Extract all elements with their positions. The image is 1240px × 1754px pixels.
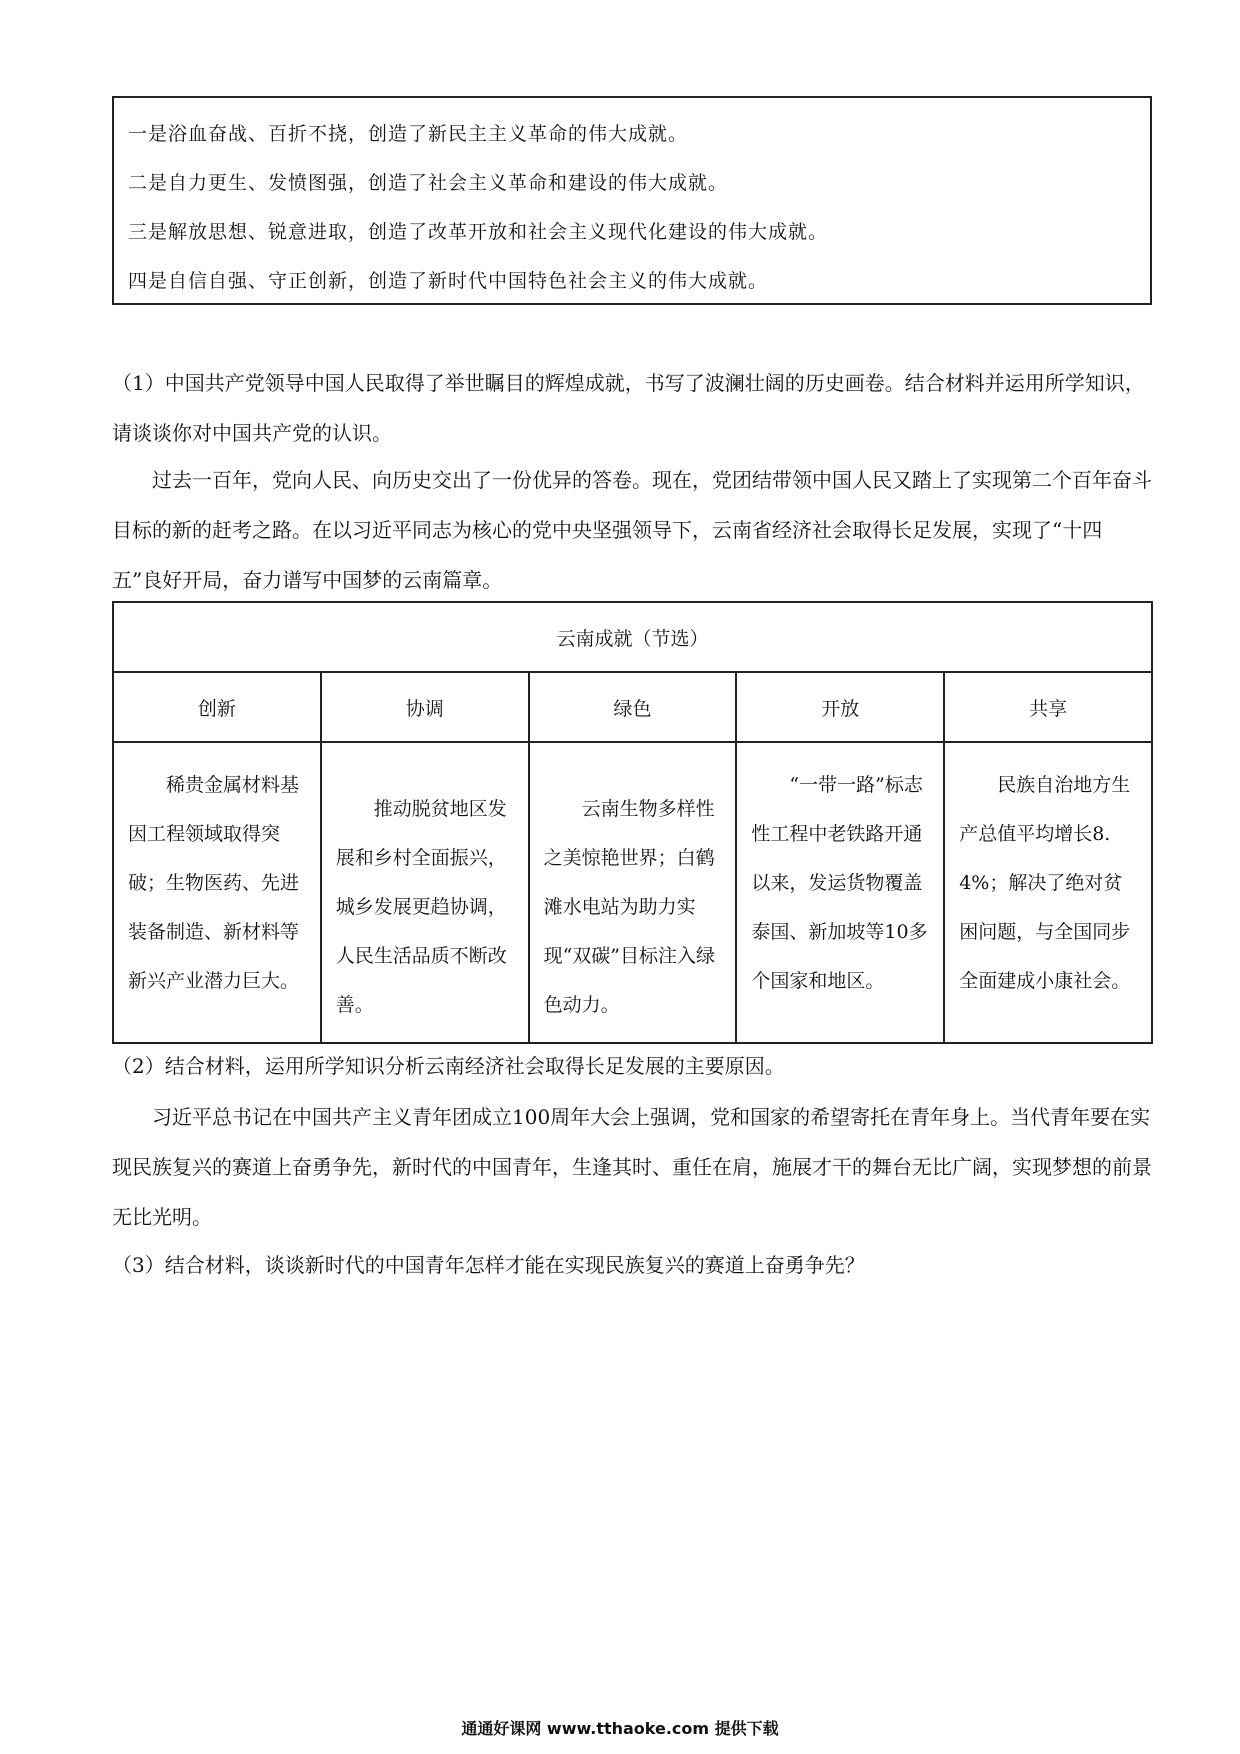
material-line: 三是解放思想、锐意进取，创造了改革开放和社会主义现代化建设的伟大成就。: [128, 221, 829, 243]
table-cell-sharing: [944, 742, 1152, 1043]
material-box: [112, 96, 1152, 305]
cell-text: 云南生物多样性之美惊艳世界；白鹤滩水电站为助力实现“双碳”目标注入绿色动力。: [543, 798, 716, 1016]
cell-text: 民族自治地方生产总值平均增长8.4%；解决了绝对贫困问题，与全国同步全面建成小康社会。: [959, 774, 1131, 992]
table-header-innovation: 创新: [113, 672, 321, 742]
table-cell-innovation: [113, 742, 321, 1043]
table-cell-coordination: [321, 742, 529, 1043]
page-footer: 通通好课网 www.tthaoke.com 提供下载: [461, 1719, 779, 1738]
question-2: （2）结合材料，运用所学知识分析云南经济社会取得长足发展的主要原因。: [112, 1054, 785, 1078]
achievement-table: [112, 601, 1153, 1044]
material-line: 二是自力更生、发愤图强，创造了社会主义革命和建设的伟大成就。: [128, 172, 729, 194]
question-1: （1）中国共产党领导中国人民取得了举世瞩目的辉煌成就，书写了波澜壮阔的历史画卷。结合材料并运用所学知识，请谈谈你对中国共产党的认识。: [112, 371, 1145, 445]
table-header-openness: 开放: [736, 672, 944, 742]
cell-text: “一带一路”标志性工程中老铁路开通以来，发运货物覆盖泰国、新加坡等10多个国家和地区。: [751, 774, 928, 992]
material-line: 四是自信自强、守正创新，创造了新时代中国特色社会主义的伟大成就。: [128, 270, 769, 292]
cell-text: 稀贵金属材料基因工程领域取得突破；生物医药、先进装备制造、新材料等新兴产业潜力巨大。: [128, 774, 300, 992]
material-3-paragraph: 习近平总书记在中国共产主义青年团成立100周年大会上强调，党和国家的希望寄托在青年身上。当代青年要在实现民族复兴的赛道上奋勇争先，新时代的中国青年，生逢其时、重任在肩，施展才干的舞台无比广阔，实现梦想的前景无比光明。: [112, 1105, 1152, 1229]
table-header-sharing: 共享: [944, 672, 1152, 742]
table-cell-green: [529, 742, 737, 1043]
cell-text: 推动脱贫地区发展和乡村全面振兴，城乡发展更趋协调，人民生活品质不断改善。: [335, 798, 507, 1016]
material-line: 一是浴血奋战、百折不挠，创造了新民主主义革命的伟大成就。: [128, 123, 689, 145]
table-title: 云南成就（节选）: [113, 602, 1152, 672]
table-header-coordination: 协调: [321, 672, 529, 742]
table-cell-openness: [736, 742, 944, 1043]
question-3: （3）结合材料，谈谈新时代的中国青年怎样才能在实现民族复兴的赛道上奋勇争先？: [112, 1253, 865, 1277]
material-2-paragraph: 过去一百年，党向人民、向历史交出了一份优异的答卷。现在，党团结带领中国人民又踏上了实现第二个百年奋斗目标的新的赶考之路。在以习近平同志为核心的党中央坚强领导下，云南省经济社会取得长足发展，实现了“十四五”良好开局，奋力谱写中国梦的云南篇章。: [112, 468, 1152, 592]
table-header-green: 绿色: [529, 672, 737, 742]
